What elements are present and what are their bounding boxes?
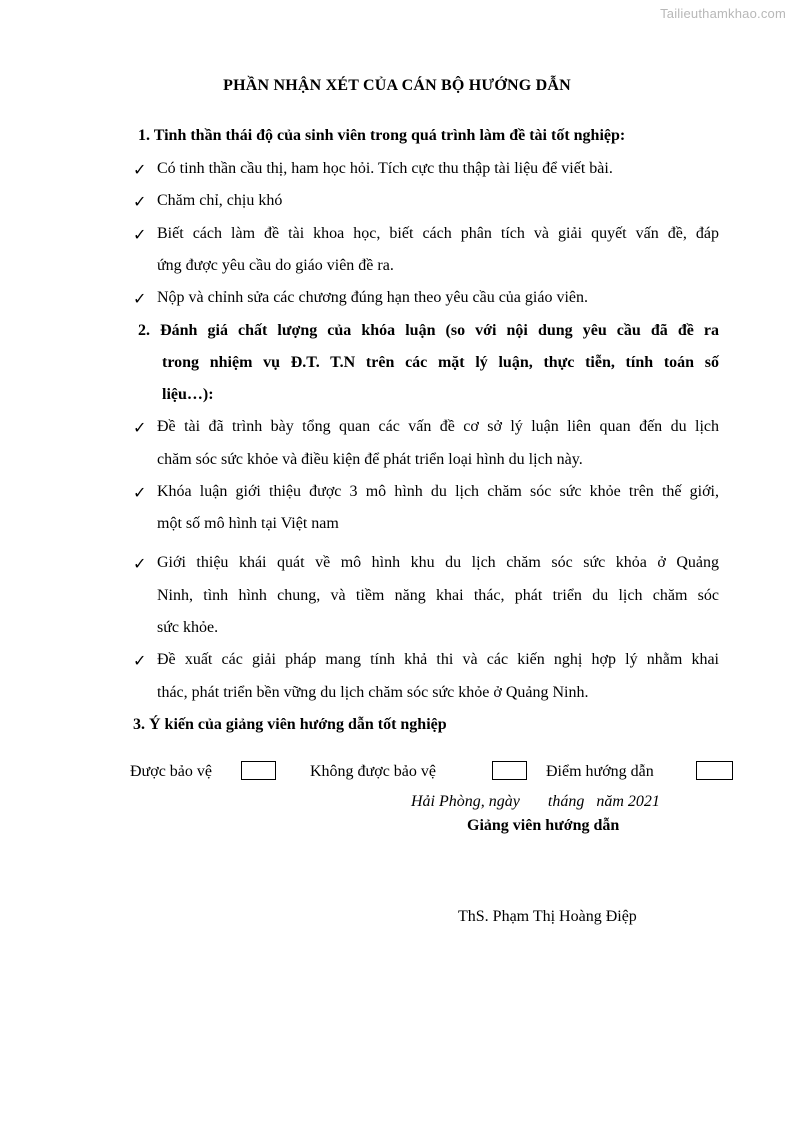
list-item-continuation: thác, phát triển bền vững du lịch chăm sóc sức khỏe ở Quảng Ninh. bbox=[157, 684, 589, 701]
check-mark-icon: ✓ bbox=[133, 418, 147, 437]
list-item-continuation: Ninh, tình hình chung, và tiềm năng khai thác, phát triển du lịch chăm sóc bbox=[157, 587, 719, 604]
list-item: Nộp và chỉnh sửa các chương đúng hạn theo yêu cầu của giáo viên. bbox=[157, 289, 588, 306]
page-title: PHẦN NHẬN XÉT CỦA CÁN BỘ HƯỚNG DẪN bbox=[223, 77, 571, 94]
section2-heading-line1: 2. Đánh giá chất lượng của khóa luận (so với nội dung yêu cầu đã đề ra bbox=[138, 322, 719, 339]
option-label-score: Điểm hướng dẫn bbox=[546, 763, 654, 780]
checkbox-defend[interactable] bbox=[241, 761, 276, 780]
section2-heading-line2: trong nhiệm vụ Đ.T. T.N trên các mặt lý luận, thực tiễn, tính toán số bbox=[162, 354, 719, 371]
list-item: Biết cách làm đề tài khoa học, biết cách phân tích và giải quyết vấn đề, đáp bbox=[157, 225, 719, 242]
checkbox-not-defend[interactable] bbox=[492, 761, 527, 780]
option-label-not-defend: Không được bảo vệ bbox=[310, 763, 436, 780]
watermark: Tailieuthamkhao.com bbox=[660, 6, 786, 21]
list-item: Có tinh thần cầu thị, ham học hỏi. Tích cực thu thập tài liệu để viết bài. bbox=[157, 160, 613, 177]
check-mark-icon: ✓ bbox=[133, 651, 147, 670]
list-item-continuation: ứng được yêu cầu do giáo viên đề ra. bbox=[157, 257, 394, 274]
section3-heading: 3. Ý kiến của giảng viên hướng dẫn tốt nghiệp bbox=[133, 716, 447, 733]
place-date: Hải Phòng, ngày tháng năm 2021 bbox=[411, 793, 660, 810]
score-box[interactable] bbox=[696, 761, 733, 780]
list-item: Khóa luận giới thiệu được 3 mô hình du lịch chăm sóc sức khỏe trên thế giới, bbox=[157, 483, 719, 500]
section2-heading-line3: liệu…): bbox=[162, 386, 214, 403]
list-item-continuation: sức khỏe. bbox=[157, 619, 219, 636]
check-mark-icon: ✓ bbox=[133, 289, 147, 308]
check-mark-icon: ✓ bbox=[133, 483, 147, 502]
check-mark-icon: ✓ bbox=[133, 225, 147, 244]
list-item-continuation: chăm sóc sức khỏe và điều kiện để phát triển loại hình du lịch này. bbox=[157, 451, 583, 468]
option-label-defend: Được bảo vệ bbox=[130, 763, 212, 780]
list-item: Đề xuất các giải pháp mang tính khả thi và các kiến nghị hợp lý nhằm khai bbox=[157, 651, 719, 668]
list-item: Chăm chỉ, chịu khó bbox=[157, 192, 283, 209]
check-mark-icon: ✓ bbox=[133, 192, 147, 211]
list-item: Đề tài đã trình bày tổng quan các vấn đề cơ sở lý luận liên quan đến du lịch bbox=[157, 418, 719, 435]
signer-role: Giảng viên hướng dẫn bbox=[467, 817, 620, 834]
section1-heading: 1. Tinh thần thái độ của sinh viên trong quá trình làm đề tài tốt nghiệp: bbox=[138, 127, 626, 144]
check-mark-icon: ✓ bbox=[133, 160, 147, 179]
signer-name: ThS. Phạm Thị Hoàng Điệp bbox=[458, 908, 637, 925]
list-item-continuation: một số mô hình tại Việt nam bbox=[157, 515, 339, 532]
list-item: Giới thiệu khái quát về mô hình khu du lịch chăm sóc sức khỏa ở Quảng bbox=[157, 554, 719, 571]
check-mark-icon: ✓ bbox=[133, 554, 147, 573]
